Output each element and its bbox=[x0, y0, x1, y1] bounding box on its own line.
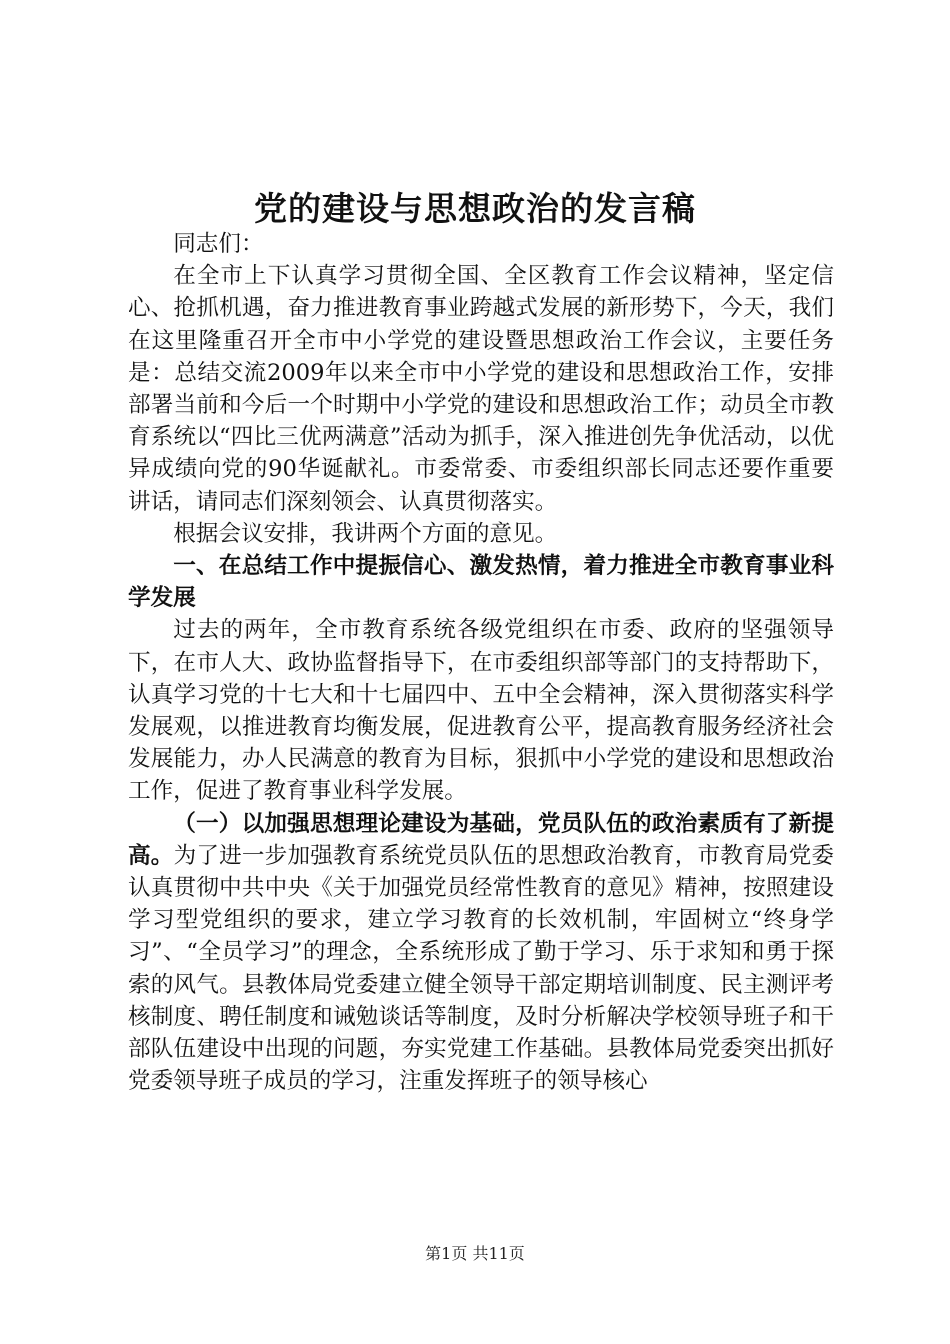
document-body bbox=[128, 228, 834, 1097]
page-footer: 第1页 共11页 bbox=[425, 1244, 525, 1263]
intro-paragraph: 在全市上下认真学习贯彻全国、全区教育工作会议精神，坚定信心、抢抓机遇，奋力推进教育事业跨越式发展的新形势下，今天，我们在这里隆重召开全市中小学党的建设暨思想政治工作会议，主要任务是：总结交流2009年以来全市中小学党的建设和思想政治工作，安排部署当前和今后一个时期中小学党的建设和思想政治工作；动员全市教育系统以“四比三优两满意”活动为抓手，深入推进创先争优活动，以优异成绩向党的90华诞献礼。市委常委、市委组织部长同志还要作重要讲话，请同志们深刻领会、认真贯彻落实。 bbox=[128, 263, 834, 515]
salutation: 同志们： bbox=[173, 231, 264, 257]
section-heading: 一、在总结工作中提振信心、激发热情，着力推进全市教育事业科学发展 bbox=[128, 553, 834, 612]
subsection-paragraph bbox=[128, 808, 834, 1098]
arrangement-paragraph: 根据会议安排，我讲两个方面的意见。 bbox=[173, 520, 558, 547]
section-paragraph: 过去的两年，全市教育系统各级党组织在市委、政府的坚强领导下，在市人大、政协监督指导下，在市委组织部等部门的支持帮助下，认真学习党的十七大和十七届四中、五中全会精神，深入贯彻落实科学发展观，以推进教育均衡发展，促进教育公平，提高教育服务经济社会发展能力，办人民满意的教育为目标，狠抓中小学党的建设和思想政治工作，促进了教育事业科学发展。 bbox=[128, 617, 834, 805]
subsection-lead: （一）以加强思想理论建设为基础，党员队伍的政治素质有了新提高。 bbox=[128, 810, 834, 869]
subsection-text: 为了进一步加强教育系统党员队伍的思想政治教育，市教育局党委认真贯彻中共中央《关于加强党员经常性教育的意见》精神，按照建设学习型党组织的要求，建立学习教育的长效机制，牢固树立“终身学习”、“全员学习”的理念，全系统形成了勤于学习、乐于求知和勇于探索的风气。县教体局党委建立健全领导干部定期培训制度、民主测评考核制度、聘任制度和诫勉谈话等制度，及时分析解决学校领导班子和干部队伍建设中出现的问题，夯实党建工作基础。县教体局党委突出抓好党委领导班子成员的学习，注重发挥班子的领导核心 bbox=[128, 842, 835, 1095]
document-title: 党的建设与思想政治的发言稿 bbox=[254, 189, 696, 228]
